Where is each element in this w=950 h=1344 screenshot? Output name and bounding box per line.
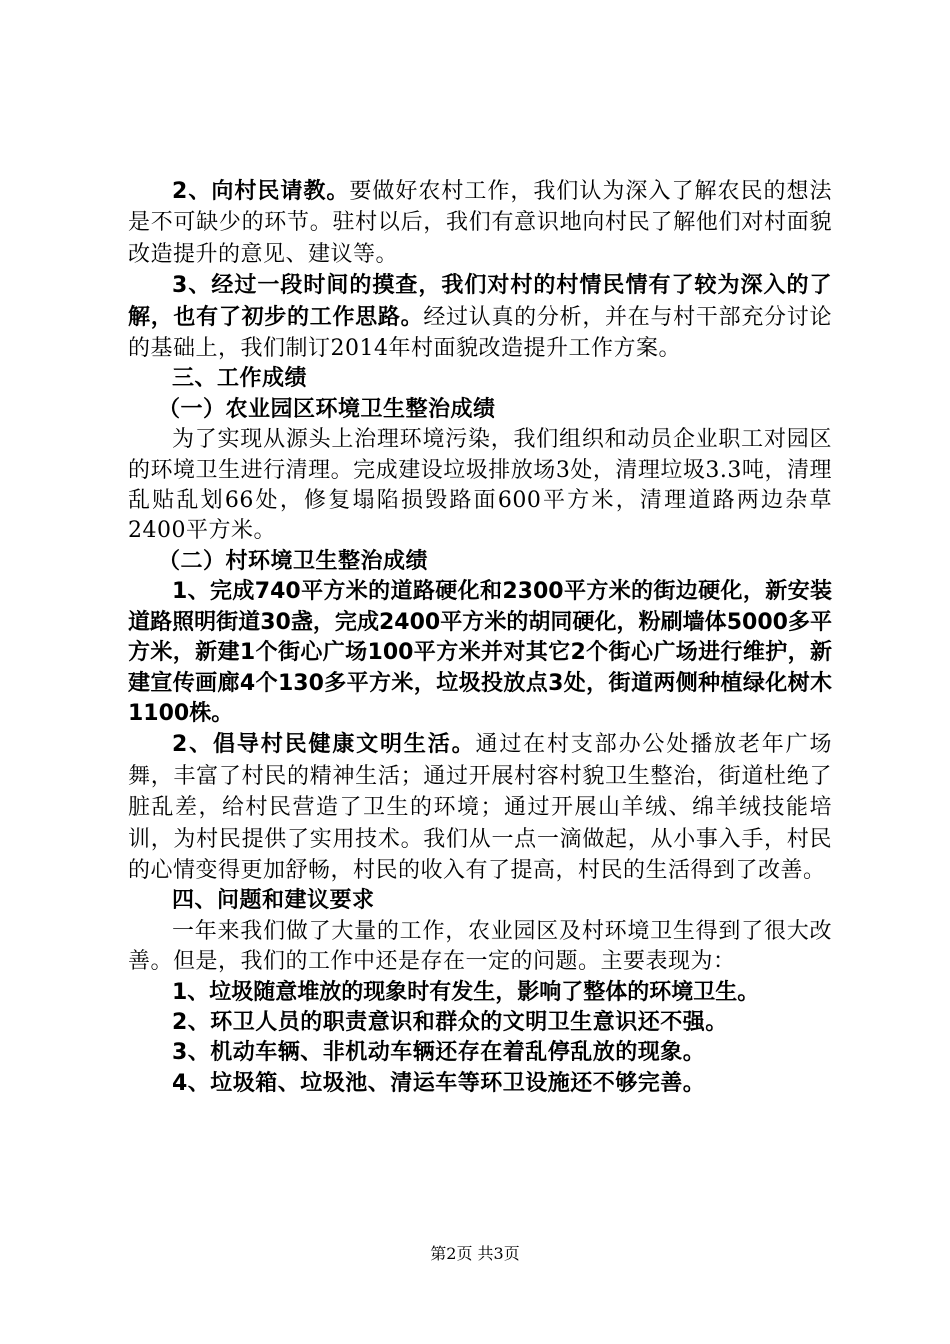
subsection-heading-park: （一）农业园区环境卫生整治成绩 <box>158 396 496 422</box>
paragraph-problems-intro: 一年来我们做了大量的工作，农业园区及村环境卫生得到了很大改善。但是，我们的工作中还是存在一定的问题。主要表现为： <box>128 918 832 975</box>
paragraph-healthy-living <box>128 729 832 886</box>
paragraph-text: 经过认真的分析，并在与村干部充分讨论的基础上，我们制订2014年村面貌改造提升工作方案。 <box>128 304 832 362</box>
document-body <box>128 176 832 1099</box>
list-item: 4、垃圾箱、垃圾池、清运车等环卫设施还不够完善。 <box>172 1070 706 1096</box>
page-number-footer: 第2页 共3页 <box>430 1244 520 1263</box>
paragraph-heading: 2、向村民请教。 <box>172 179 350 204</box>
list-item: 2、环卫人员的职责意识和群众的文明卫生意识还不强。 <box>172 1009 728 1035</box>
paragraph-text: 要做好农村工作，我们认为深入了解农民的想法是不可缺少的环节。驻村以后，我们有意识地向村民了解他们对村面貌改造提升的意见、建议等。 <box>128 179 832 267</box>
section-heading-problems: 四、问题和建议要求 <box>172 888 375 914</box>
subsection-heading-village: （二）村环境卫生整治成绩 <box>158 548 429 574</box>
paragraph-park-results: 为了实现从源头上治理环境污染，我们组织和动员企业职工对园区的环境卫生进行清理。完成建设垃圾排放场3处，清理垃圾3.3吨，清理乱贴乱划66处，修复塌陷损毁路面600平方米，清理道路两边杂草2400平方米。 <box>128 427 832 544</box>
paragraph-text: 通过在村支部办公处播放老年广场舞，丰富了村民的精神生活；通过开展村容村貌卫生整治，街道杜绝了脏乱差，给村民营造了卫生的环境；通过开展山羊绒、绵羊绒技能培训，为村民提供了实用技术。我们从一点一滴做起，从小事入手，村民的心情变得更加舒畅，村民的收入有了提高，村民的生活得到了改善。 <box>128 732 832 883</box>
list-item: 3、机动车辆、非机动车辆还存在着乱停乱放的现象。 <box>172 1040 706 1066</box>
paragraph-investigation <box>128 270 832 364</box>
paragraph-heading: 2、倡导村民健康文明生活。 <box>172 732 476 758</box>
paragraph-consult-villagers <box>128 176 832 270</box>
paragraph-village-results: 1、完成740平方米的道路硬化和2300平方米的街边硬化，新安装道路照明街道30盏，完成2400平方米的胡同硬化，粉刷墙体5000多平方米，新建1个街心广场100平方米并对其它2个街心广场进行维护，新建宣传画廊4个130多平方米，垃圾投放点3处，街道两侧种植绿化树木1100株。 <box>128 579 832 726</box>
list-item: 1、垃圾随意堆放的现象时有发生，影响了整体的环境卫生。 <box>172 979 760 1005</box>
section-heading-achievements: 三、工作成绩 <box>172 366 308 392</box>
paragraph-heading: 3、经过一段时间的摸查，我们对村的村情民情有了较为深入的了解，也有了初步的工作思路。 <box>128 273 832 330</box>
